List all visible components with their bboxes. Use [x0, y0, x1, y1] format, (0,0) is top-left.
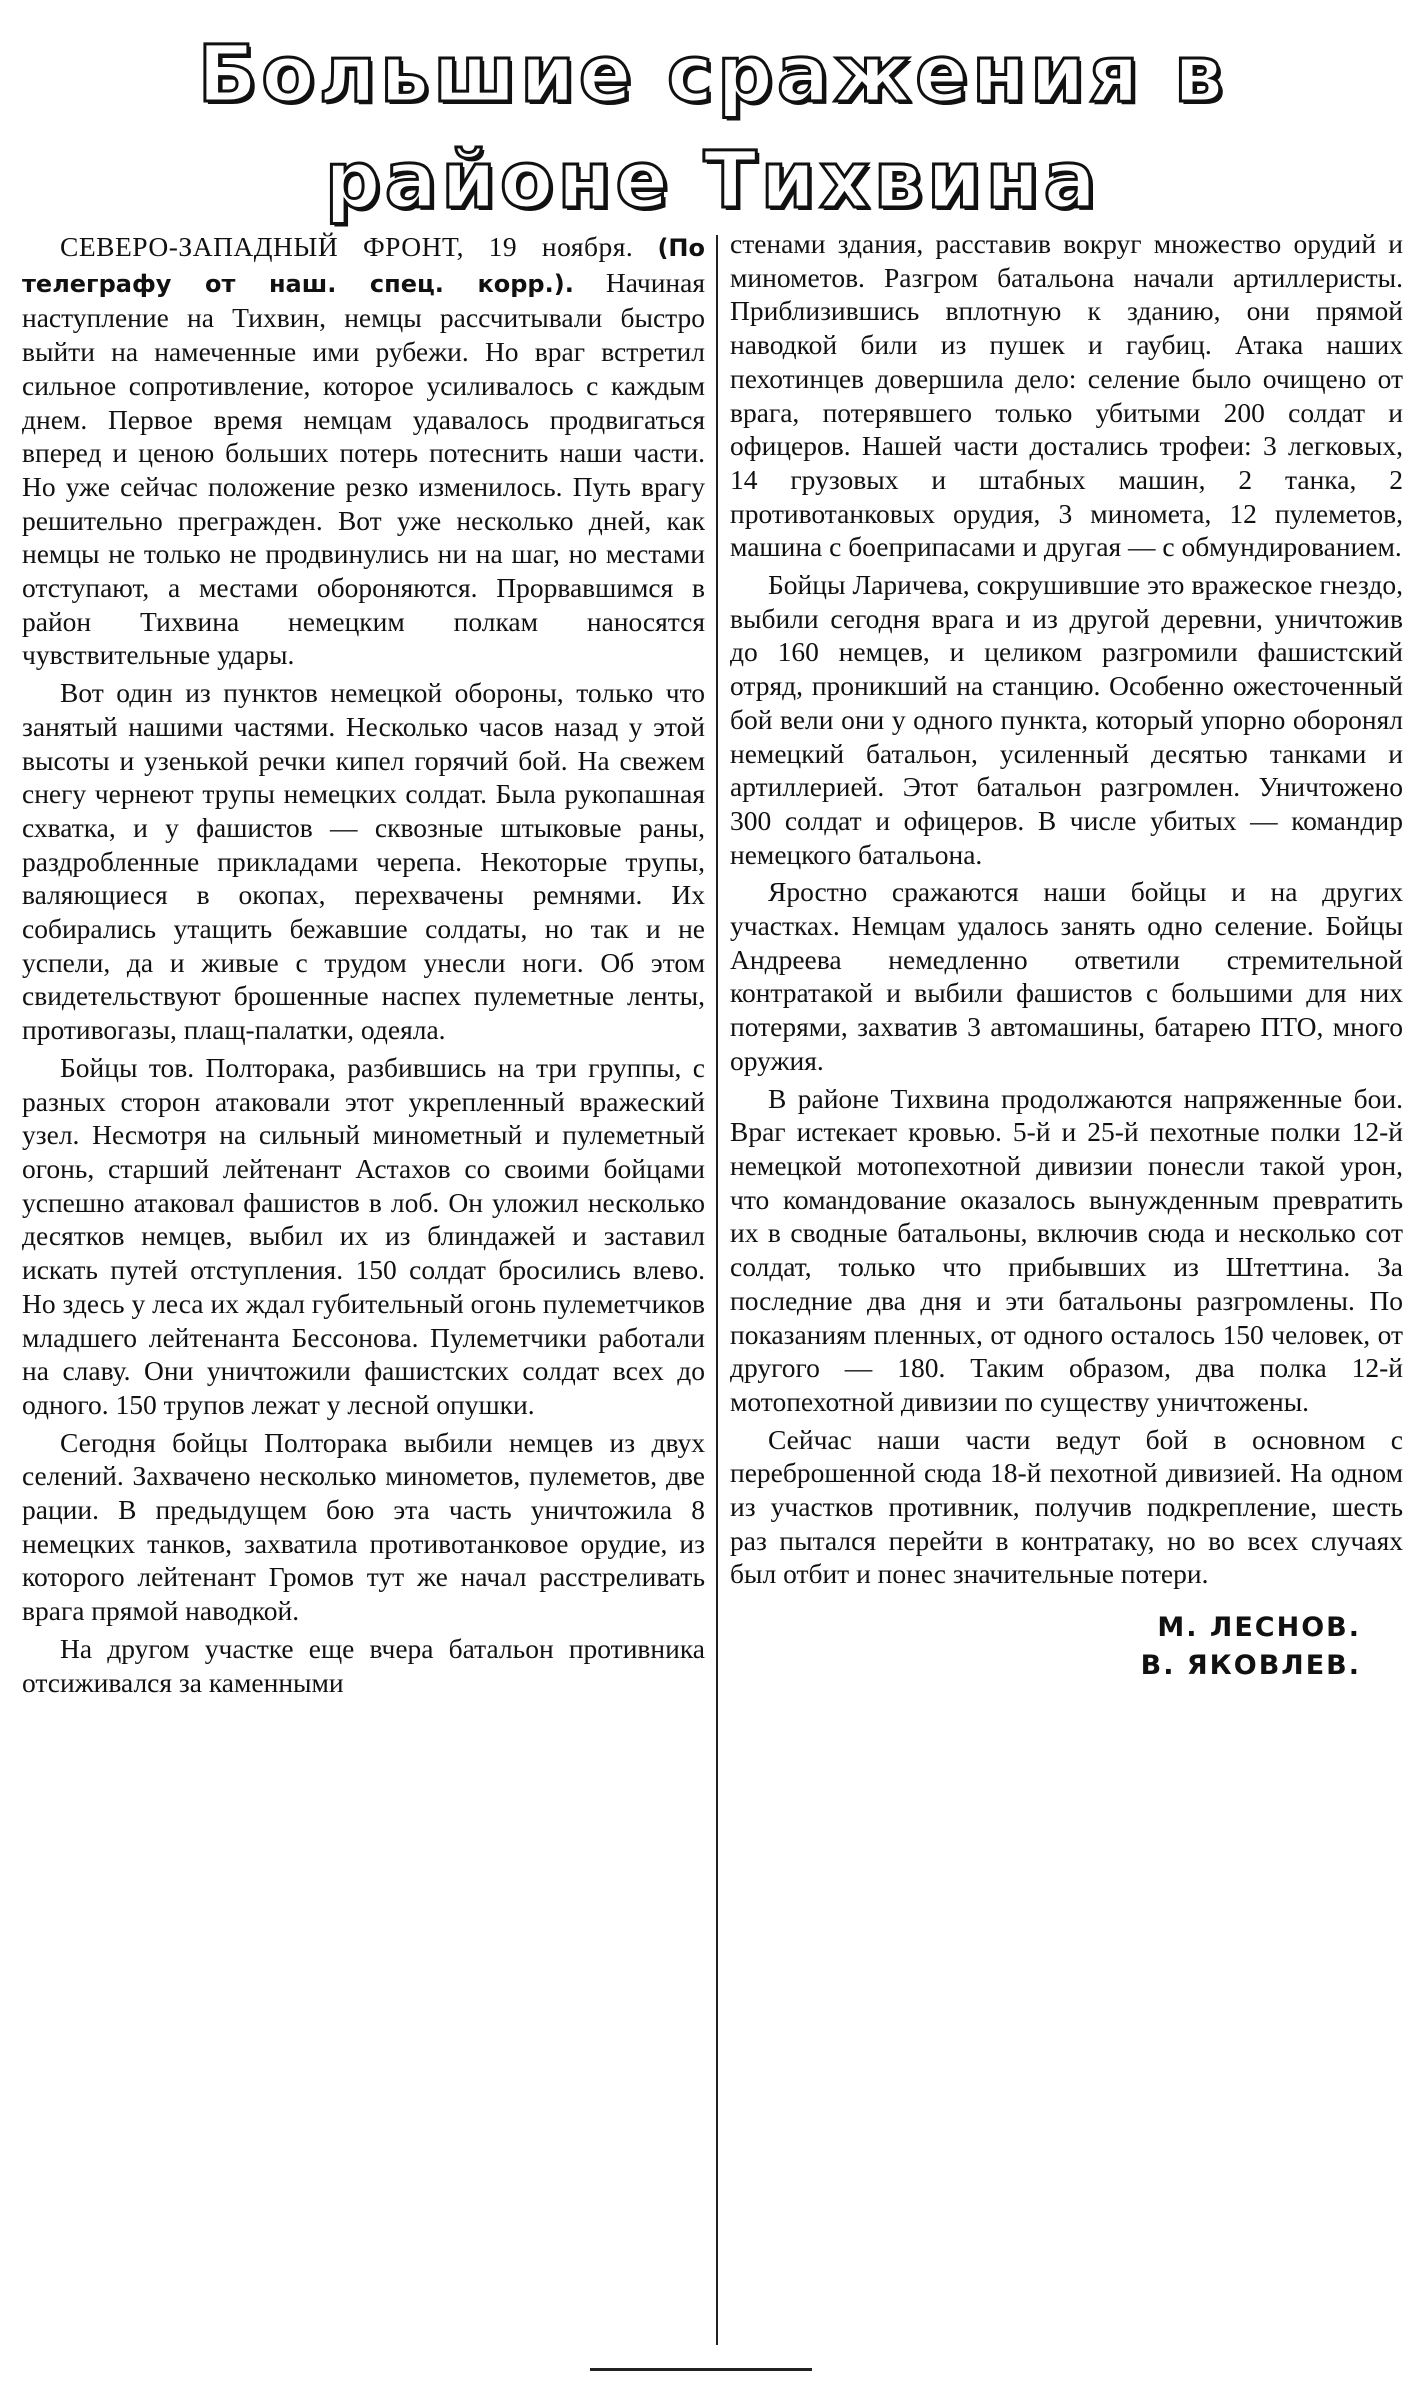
- article-headline: Большие сражения в районе Тихвина: [197, 30, 1228, 226]
- paragraph: Сегодня бойцы Полторака выбили немцев из двух селений. Захвачено несколько минометов, пулеметов, две рации. В предыдущем бою эта часть уничтожила 8 немецких танков, захватила противотанковое орудие, из которого лейтенант Громов тут же начал расстреливать врага прямой наводкой.: [22, 1426, 705, 1627]
- paragraph: Вот один из пунктов немецкой обороны, только что занятый нашими частями. Несколько часов назад у этой высоты и узенькой речки кипел горячий бой. На свежем снегу чернеют трупы немецких солдат. Была рукопашная схватка, и у фашистов — сквозные штыковые раны, раздробленные прикладами черепа. Некоторые трупы, валяющиеся в окопах, перехвачены ремнями. Их собирались утащить бежавшие солдаты, но так и не успели, да и живые с трудом унесли ноги. Об этом свидетельствуют брошенные наспех пулеметные ленты, противогазы, плащ-палатки, одеяла.: [22, 677, 705, 1046]
- lead-paragraph: [22, 230, 705, 672]
- paragraph-continued: стенами здания, расставив вокруг множество орудий и минометов. Разгром батальона начали артиллеристы. Приблизившись вплотную к зданию, они прямой наводкой били из пушек и гаубиц. Атака наших пехотинцев довершила дело: селение было очищено от врага, потерявшего только убитыми 200 солдат и офицеров. Нашей части достались трофеи: 3 легковых, 14 грузовых и штабных машин, 2 танка, 2 противотанковых орудия, 3 миномета, 12 пулеметов, машина с боеприпасами и другая — с обмундированием.: [730, 228, 1403, 563]
- paragraph: На другом участке еще вчера батальон противника отсиживался за каменными: [22, 1632, 705, 1698]
- end-rule: [590, 2368, 812, 2371]
- source-note: (По телеграфу от наш. спец. корр.).: [22, 234, 705, 298]
- author-signatures: [730, 1609, 1403, 1685]
- column-divider: [716, 235, 718, 2345]
- dateline: СЕВЕРО-ЗАПАДНЫЙ ФРОНТ, 19 ноября.: [60, 231, 634, 262]
- article-column-right: [730, 227, 1403, 2307]
- paragraph: Бойцы Ларичева, сокрушившие это вражеское гнездо, выбили сегодня врага и из другой деревни, уничтожив до 160 немцев, и целиком разгромили фашистский отряд, проникший на станцию. Особенно ожесточенный бой вели они у одного пункта, который упорно оборонял немецкий батальон, усиленный десятью танками и артиллерией. Этот батальон разгромлен. Уничтожено 300 солдат и офицеров. В числе убитых — командир немецкого батальона.: [730, 569, 1403, 870]
- article-column-left: [22, 230, 705, 2310]
- paragraph: Яростно сражаются наши бойцы и на других участках. Немцам удалось занять одно селение. Бойцы Андреева немедленно ответили стремительной контратакой и выбили фашистов с большими для них потерями, захватив 3 автомашины, батарею ПТО, много оружия.: [730, 876, 1403, 1076]
- author-signature: В. ЯКОВЛЕВ.: [1140, 1650, 1361, 1682]
- paragraph: Бойцы тов. Полторака, разбившись на три группы, с разных сторон атаковали этот укрепленный вражеский узел. Несмотря на сильный минометный и пулеметный огонь, старший лейтенант Астахов со своими бойцами успешно атаковал фашистов в лоб. Он уложил несколько десятков немцев, выбил их из блиндажей и заставил искать путей отступления. 150 солдат бросились влево. Но здесь у леса их ждал губительный огонь пулеметчиков младшего лейтенанта Бессонова. Пулеметчики работали на славу. Они уничтожили фашистских солдат всех до одного. 150 трупов лежат у лесной опушки.: [22, 1051, 705, 1420]
- author-signature: М. ЛЕСНОВ.: [1157, 1612, 1361, 1644]
- paragraph: Сейчас наши части ведут бой в основном с переброшенной сюда 18-й пехотной дивизией. На одном из участков противник, получив подкрепление, шесть раз пытался перейти в контратаку, но во всех случаях был отбит и понес значительные потери.: [730, 1423, 1403, 1590]
- paragraph-text: Начиная наступление на Тихвин, немцы рассчитывали быстро выйти на намеченные ими рубежи. Но враг встретил сильное сопротивление, которое усиливалось с каждым днем. Первое время немцам удавалось продвигаться вперед и ценою больших потерь потеснить наши части. Но уже сейчас положение резко изменилось. Путь врагу решительно прегражден. Вот уже несколько дней, как немцы не только не продвинулись ни на шаг, но местами отступают, а местами обороняются. Прорвавшимся в район Тихвина немецким полкам наносятся чувствительные удары.: [22, 266, 705, 671]
- paragraph: В районе Тихвина продолжаются напряженные бои. Враг истекает кровью. 5-й и 25-й пехотные полки 12-й немецкой мотопехотной дивизии понесли такой урон, что командование оказалось вынужденным превратить их в сводные батальоны, включив сюда и несколько сот солдат, только что прибывших из Штеттина. За последние два дня и эти батальоны разгромлены. По показаниям пленных, от одного осталось 150 человек, от другого — 180. Таким образом, два полка 12-й мотопехотной дивизии по существу уничтожены.: [730, 1082, 1403, 1417]
